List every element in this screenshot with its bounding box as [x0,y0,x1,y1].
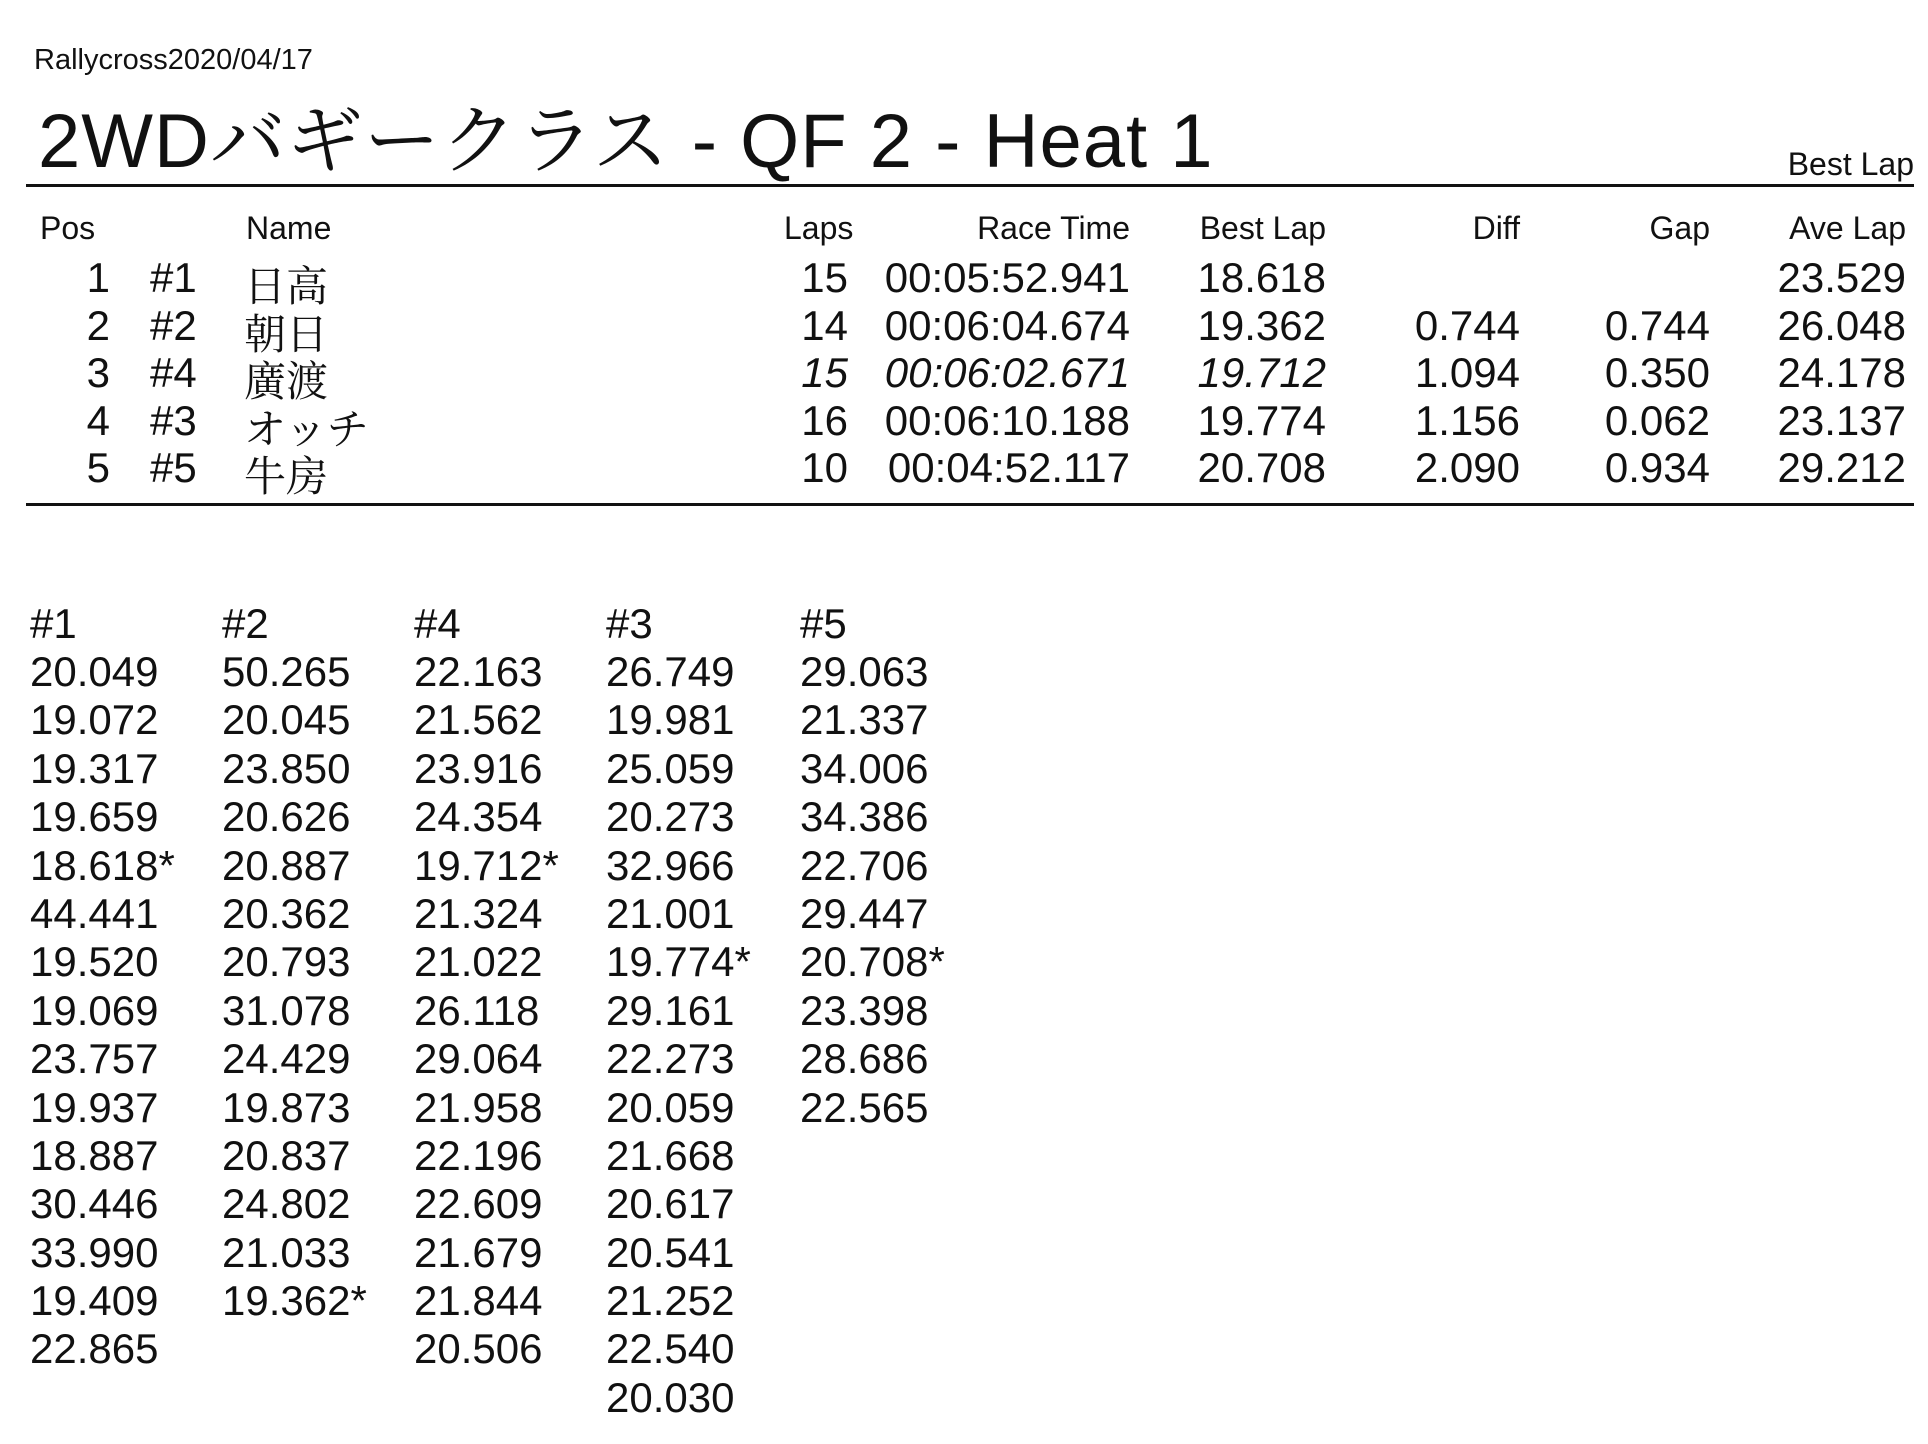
result-driver-name: 朝日 [244,310,329,358]
lap-times-column [30,600,175,1374]
lap-times-column [414,600,559,1374]
results-table [0,254,1928,500]
event-subtitle: Rallycross2020/04/17 [34,44,313,76]
header-divider [26,184,1914,187]
result-gap: 0.744 [1604,301,1710,349]
lap-time: 30.446 [30,1180,159,1228]
result-ave-lap: 24.178 [1777,349,1906,396]
result-laps: 10 [801,444,848,491]
lap-time: 21.033 [222,1228,351,1276]
result-car-number: #3 [150,396,197,444]
lap-time: 19.774* [606,938,751,986]
lap-time: 22.540 [606,1325,735,1373]
lap-time: 21.679 [414,1228,543,1276]
result-driver-name: オッチ [244,405,369,453]
lap-time: 21.324 [414,889,543,937]
result-ave-lap: 23.529 [1777,254,1906,301]
lap-time: 20.887 [222,841,351,889]
result-driver-name: 牛房 [244,453,329,500]
lap-time: 20.541 [606,1228,735,1276]
lap-time: 31.078 [222,986,351,1034]
col-header-laps: Laps [784,210,854,246]
results-divider [26,503,1914,506]
result-best-lap: 19.712 [1197,349,1326,396]
result-race-time: 00:05:52.941 [884,254,1130,301]
result-diff: 0.744 [1414,301,1520,349]
result-row [0,254,1928,310]
lap-time: 20.617 [606,1180,735,1228]
lap-time: 28.686 [800,1035,929,1083]
lap-time: 24.429 [222,1035,351,1083]
result-laps: 15 [801,349,848,396]
result-row [0,444,1928,500]
result-car-number: #5 [150,444,197,491]
lap-time: 19.873 [222,1083,351,1131]
page-title: 2WDバギークラス - QF 2 - Heat 1 [38,99,1214,184]
lap-time: 22.706 [800,841,929,889]
result-race-time: 00:06:04.674 [884,301,1130,349]
col-header-name: Name [246,210,332,246]
lap-time: 34.386 [800,793,929,841]
lap-time: 20.837 [222,1131,351,1179]
result-race-time: 00:04:52.117 [887,444,1130,491]
lap-time: 18.887 [30,1131,159,1179]
lap-time: 19.069 [30,986,159,1034]
result-ave-lap: 26.048 [1777,301,1906,349]
lap-column-header: #2 [222,600,269,647]
best-lap-corner-label: Best Lap [1787,146,1914,182]
lap-time: 23.757 [30,1035,159,1083]
lap-column-header: #5 [800,600,847,647]
lap-time: 44.441 [30,889,159,937]
result-gap: 0.062 [1604,396,1710,444]
lap-time: 22.273 [606,1035,735,1083]
result-diff: 2.090 [1414,444,1520,491]
result-laps: 15 [801,254,848,301]
col-header-gap: Gap [1649,210,1710,246]
lap-time: 29.063 [800,648,929,695]
lap-column-header: #3 [606,600,653,647]
lap-time: 21.844 [414,1277,543,1325]
result-race-time: 00:06:02.671 [884,349,1130,396]
lap-time: 21.252 [606,1277,735,1325]
lap-time: 24.354 [414,793,543,841]
lap-time: 50.265 [222,648,351,695]
lap-time: 23.916 [414,744,543,792]
col-header-pos: Pos [40,210,96,246]
lap-column-header: #1 [30,600,77,647]
result-row [0,349,1928,405]
lap-time: 26.749 [606,648,735,695]
lap-time: 32.966 [606,841,735,889]
lap-time: 22.565 [800,1083,929,1131]
lap-time: 29.161 [606,986,735,1034]
lap-time: 29.447 [800,889,929,937]
result-pos: 3 [86,349,110,396]
lap-time: 19.317 [30,744,159,792]
lap-time: 20.793 [222,938,351,986]
lap-time: 20.030 [606,1373,735,1421]
result-laps: 14 [801,301,848,349]
lap-time: 19.981 [606,696,735,744]
lap-time: 20.362 [222,889,351,937]
lap-time: 23.398 [800,986,929,1034]
lap-time: 22.609 [414,1180,543,1228]
lap-time: 20.708* [800,938,945,986]
result-driver-name: 廣渡 [244,358,329,405]
result-row [0,301,1928,358]
result-ave-lap: 29.212 [1777,444,1906,491]
lap-time: 22.865 [30,1325,159,1373]
lap-time: 19.520 [30,938,159,986]
lap-time: 19.362* [222,1277,367,1325]
lap-time: 21.337 [800,696,929,744]
lap-time: 21.022 [414,938,543,986]
result-ave-lap: 23.137 [1777,396,1906,444]
lap-time: 29.064 [414,1035,543,1083]
lap-time: 21.668 [606,1131,735,1179]
lap-time: 26.118 [414,986,540,1034]
lap-time: 21.958 [414,1083,543,1131]
result-driver-name: 日高 [244,263,329,310]
col-header-best-lap: Best Lap [1199,210,1326,246]
result-pos: 1 [86,254,110,301]
lap-time: 34.006 [800,744,929,792]
lap-time: 19.072 [30,696,159,744]
lap-time: 20.045 [222,696,351,744]
result-car-number: #1 [150,254,197,301]
lap-times-column [222,600,367,1325]
result-race-time: 00:06:10.188 [884,396,1130,444]
lap-time: 19.712* [414,841,559,889]
result-pos: 5 [86,444,110,491]
lap-time: 24.802 [222,1180,351,1228]
result-best-lap: 18.618 [1197,254,1326,301]
result-diff: 1.156 [1414,396,1520,444]
lap-time: 33.990 [30,1228,159,1276]
lap-time: 19.937 [30,1083,159,1131]
lap-column-header: #4 [414,600,461,647]
result-pos: 4 [86,396,110,444]
lap-time: 23.850 [222,744,351,792]
result-row [0,396,1928,453]
lap-time: 19.409 [30,1277,159,1325]
result-laps: 16 [801,396,848,444]
col-header-ave-lap: Ave Lap [1789,210,1906,246]
lap-time: 22.163 [414,648,543,695]
lap-time: 20.506 [414,1325,543,1373]
lap-time: 21.562 [414,696,543,744]
result-gap: 0.350 [1604,349,1710,396]
lap-times-column [800,600,945,1132]
lap-time: 21.001 [606,889,735,937]
result-pos: 2 [86,301,110,349]
result-diff: 1.094 [1414,349,1520,396]
result-car-number: #2 [150,301,197,349]
result-best-lap: 19.362 [1197,301,1326,349]
col-header-race-time: Race Time [977,210,1130,246]
lap-time: 19.659 [30,793,159,841]
col-header-diff: Diff [1472,210,1520,246]
result-best-lap: 20.708 [1197,444,1326,491]
lap-time: 18.618* [30,841,175,889]
result-best-lap: 19.774 [1197,396,1326,444]
lap-time: 25.059 [606,744,735,792]
result-gap: 0.934 [1604,444,1710,491]
lap-time: 20.626 [222,793,351,841]
lap-time: 22.196 [414,1131,543,1179]
result-car-number: #4 [150,349,197,396]
lap-times-column [606,600,751,1422]
lap-time: 20.273 [606,793,735,841]
lap-time: 20.049 [30,648,159,695]
lap-time: 20.059 [606,1083,735,1131]
